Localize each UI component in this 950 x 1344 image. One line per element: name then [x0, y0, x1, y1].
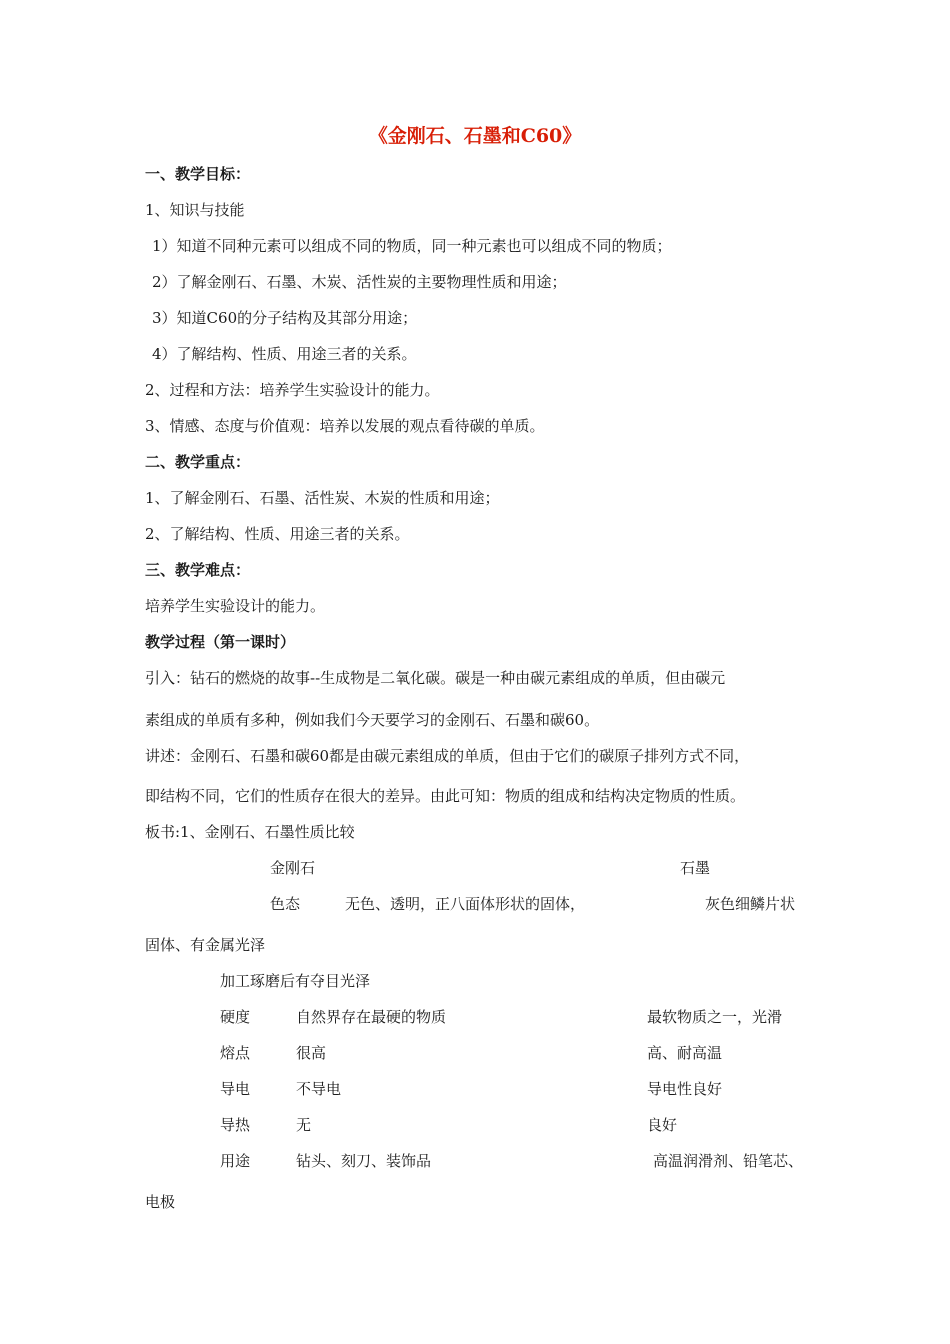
table-cell-graphite: 灰色细鳞片状 [705, 895, 796, 913]
table-cell-diamond: 很高 [296, 1044, 327, 1062]
table-row-label: 用途 [220, 1152, 251, 1170]
objective-item: 1）知道不同种元素可以组成不同的物质，同一种元素也可以组成不同的物质； [152, 237, 672, 255]
section-heading-process: 教学过程（第一课时） [145, 633, 296, 651]
table-cell-graphite: 导电性良好 [647, 1080, 723, 1098]
table-cell-graphite: 最软物质之一，光滑 [647, 1008, 783, 1026]
difficulty-text: 培养学生实验设计的能力。 [145, 597, 326, 615]
intro-text: 素组成的单质有多种，例如我们今天要学习的金刚石、石墨和碳60。 [145, 711, 600, 729]
table-cell-diamond: 钻头、刻刀、装饰品 [296, 1152, 432, 1170]
table-cell-graphite: 良好 [647, 1116, 678, 1134]
table-header-diamond: 金刚石 [270, 859, 316, 877]
board-note: 板书:1、金刚石、石墨性质比较 [145, 823, 355, 841]
table-cell-graphite: 高、耐高温 [647, 1044, 723, 1062]
page-title: 《金刚石、石墨和C60》 [368, 125, 582, 147]
intro-text: 引入：钻石的燃烧的故事--生成物是二氧化碳。碳是一种由碳元素组成的单质，但由碳元 [145, 669, 726, 687]
table-header-graphite: 石墨 [680, 859, 711, 877]
key-point-item: 2、了解结构、性质、用途三者的关系。 [145, 525, 410, 543]
subheading-knowledge: 1、知识与技能 [145, 201, 245, 219]
lecture-text: 讲述：金刚石、石墨和碳60都是由碳元素组成的单质，但由于它们的碳原子排列方式不同， [145, 747, 750, 765]
section-heading-difficulties: 三、教学难点： [145, 561, 251, 579]
table-cell-diamond: 无 [296, 1116, 312, 1134]
table-cell-diamond: 自然界存在最硬的物质 [296, 1008, 447, 1026]
table-row-label: 熔点 [220, 1044, 251, 1062]
table-row-label: 硬度 [220, 1008, 251, 1026]
objective-item: 3）知道C60的分子结构及其部分用途； [152, 309, 418, 327]
table-cell-graphite: 高温润滑剂、铅笔芯、 [653, 1152, 804, 1170]
table-cell-diamond: 不导电 [296, 1080, 342, 1098]
section-heading-objectives: 一、教学目标： [145, 165, 251, 183]
lecture-text: 即结构不同，它们的性质存在很大的差异。由此可知：物质的组成和结构决定物质的性质。 [145, 787, 746, 805]
table-cell-graphite-continued: 电极 [145, 1193, 176, 1211]
objective-item: 4）了解结构、性质、用途三者的关系。 [152, 345, 417, 363]
key-point-item: 1、了解金刚石、石墨、活性炭、木炭的性质和用途； [145, 489, 500, 507]
table-row-label: 导热 [220, 1116, 251, 1134]
table-cell-diamond: 无色、透明，正八面体形状的固体， [345, 895, 586, 913]
table-cell-graphite-continued: 固体、有金属光泽 [145, 936, 266, 954]
table-row-label: 导电 [220, 1080, 251, 1098]
table-row-label: 色态 [270, 895, 301, 913]
subheading-values: 3、情感、态度与价值观：培养以发展的观点看待碳的单质。 [145, 417, 545, 435]
table-cell-diamond-continued: 加工琢磨后有夺目光泽 [220, 972, 371, 990]
objective-item: 2）了解金刚石、石墨、木炭、活性炭的主要物理性质和用途； [152, 273, 567, 291]
section-heading-key-points: 二、教学重点： [145, 453, 251, 471]
subheading-process: 2、过程和方法：培养学生实验设计的能力。 [145, 381, 440, 399]
